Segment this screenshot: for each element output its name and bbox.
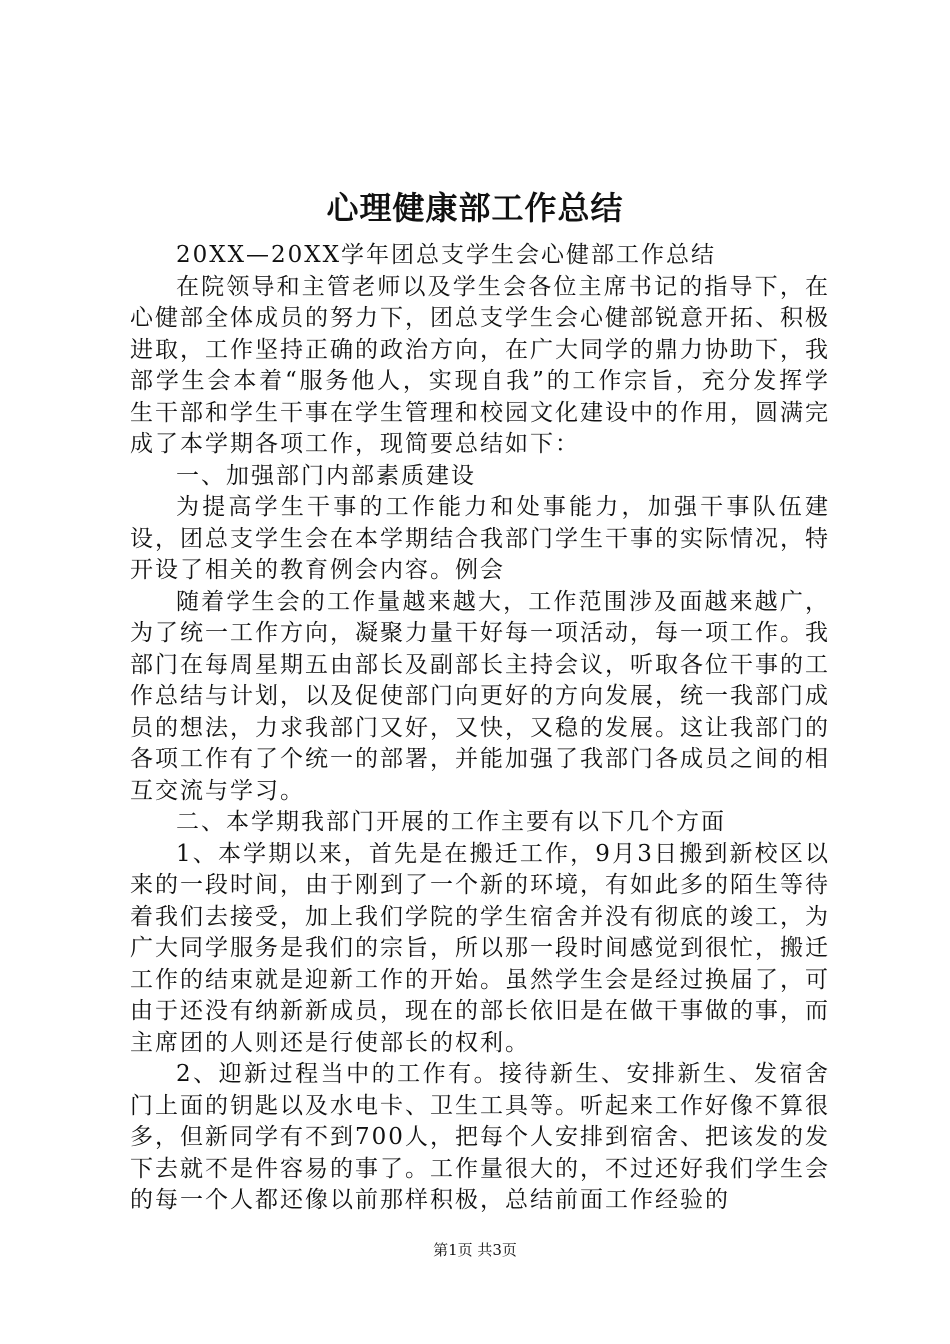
paragraph-item-1: 1、本学期以来，首先是在搬迁工作，9月3日搬到新校区以来的一段时间，由于刚到了一个新的环境，有如此多的陌生等待着我们去接受，加上我们学院的学生宿舍并没有彻底的竣工，为广大同学服务是我们的宗旨，所以那一段时间感觉到很忙，搬迁工作的结束就是迎新工作的开始。虽然学生会是经过换届了，可由于还没有纳新新成员，现在的部长依旧是在做干事做的事，而主席团的人则还是行使部长的权利。	[130, 840, 830, 1056]
page-footer	[0, 1240, 950, 1260]
paragraph-meetings: 随着学生会的工作量越来越大，工作范围涉及面越来越广，为了统一工作方向，凝聚力量干好每一项活动，每一项工作。我部门在每周星期五由部长及副部长主持会议，听取各位干事的工作总结与计划，以及促使部门向更好的方向发展，统一我部门成员的想法，力求我部门又好，又快，又稳的发展。这让我部门的各项工作有了个统一的部署，并能加强了我部门各成员之间的相互交流与学习。	[130, 588, 830, 804]
document-title: 心理健康部工作总结	[326, 189, 624, 227]
page-total: 共3页	[477, 1241, 517, 1259]
paragraph-training: 为提高学生干事的工作能力和处事能力，加强干事队伍建设，团总支学生会在本学期结合我部门学生干事的实际情况，特开设了相关的教育例会内容。例会	[130, 494, 830, 583]
page-number: 第1页	[433, 1241, 473, 1259]
document-body	[130, 240, 830, 1217]
section-heading-1: 一、加强部门内部素质建设	[176, 462, 476, 489]
paragraph-intro: 在院领导和主管老师以及学生会各位主席书记的指导下，在心健部全体成员的努力下，团总支学生会心健部锐意开拓、积极进取，工作坚持正确的政治方向，在广大同学的鼎力协助下，我部学生会本着“服务他人，实现自我”的工作宗旨，充分发挥学生干部和学生干事在学生管理和校园文化建设中的作用，圆满完成了本学期各项工作，现简要总结如下：	[130, 273, 830, 457]
paragraph-item-2: 2、迎新过程当中的工作有。接待新生、安排新生、发宿舍门上面的钥匙以及水电卡、卫生工具等。听起来工作好像不算很多，但新同学有不到700人，把每个人安排到宿舍、把该发的发下去就不是件容易的事了。工作量很大的，不过还好我们学生会的每一个人都还像以前那样积极，总结前面工作经验的	[130, 1061, 830, 1213]
section-heading-2: 二、本学期我部门开展的工作主要有以下几个方面	[176, 809, 726, 835]
paragraph-subtitle: 20XX—20XX学年团总支学生会心健部工作总结	[176, 242, 717, 268]
